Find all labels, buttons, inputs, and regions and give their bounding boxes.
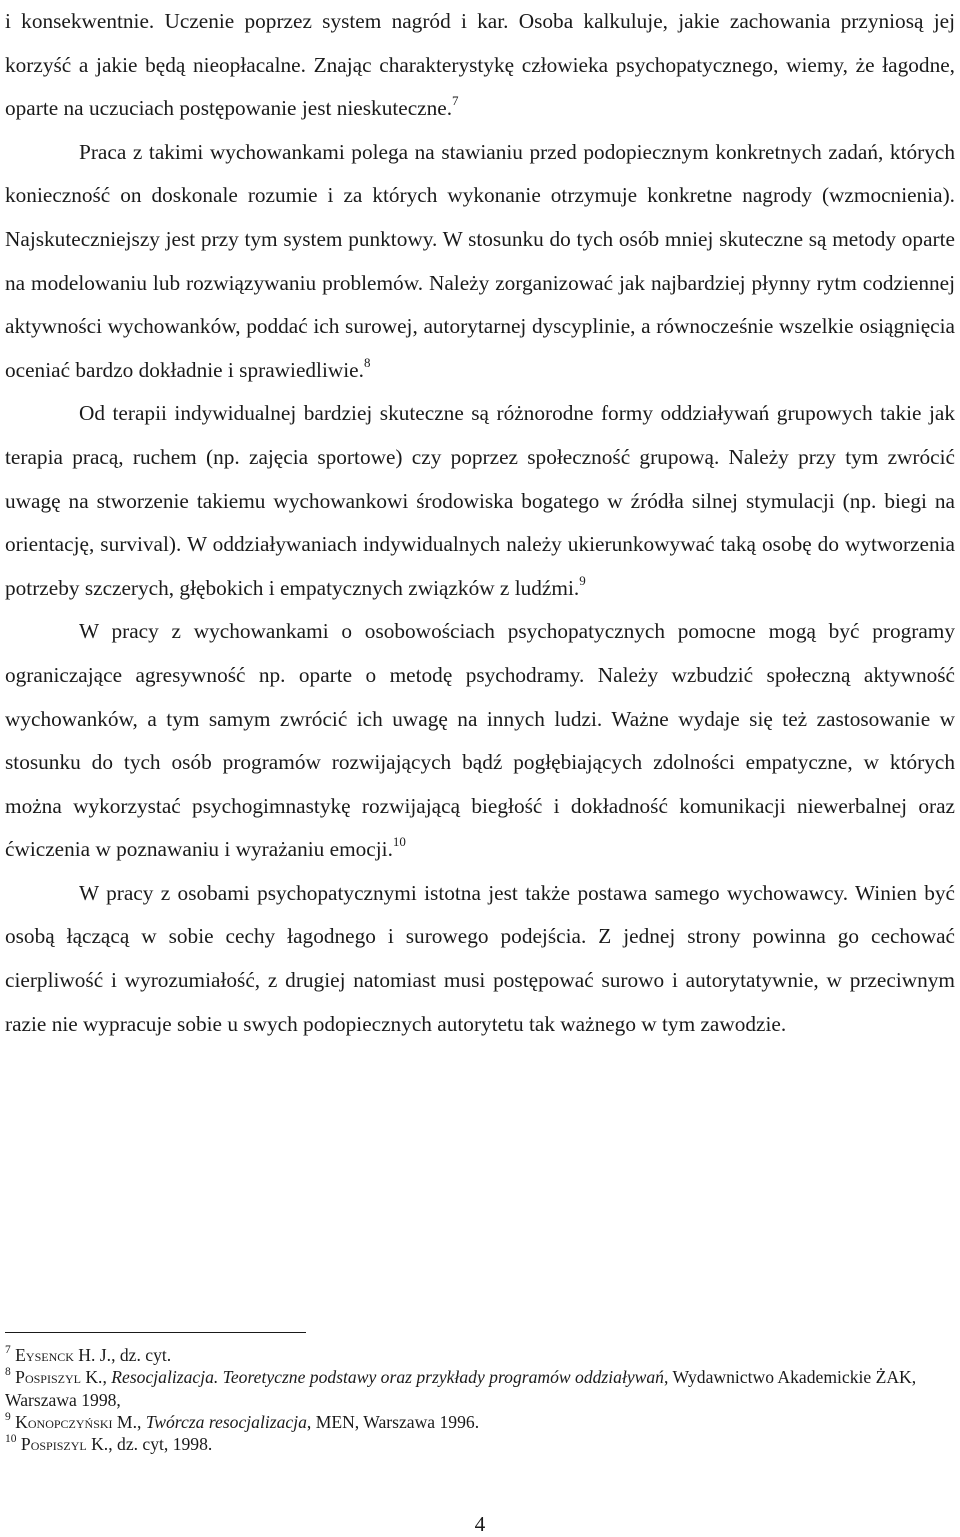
footnotes (5, 1344, 955, 1455)
paragraph-5 (5, 872, 955, 1046)
footnote-text: , dz. cyt. (111, 1345, 172, 1365)
page-number: 4 (474, 1512, 486, 1536)
footnote-8 (5, 1366, 955, 1411)
paragraph-3 (5, 392, 955, 610)
footnote-publisher: , Wydawnictwo Akademickie ŻAK, Warszawa 1998, (5, 1367, 917, 1410)
footnote-text: , (136, 1411, 146, 1432)
footnote-number: 8 (5, 1366, 11, 1379)
footnote-10 (5, 1433, 955, 1455)
footnote-publisher: , MEN, Warszawa 1996. (306, 1411, 480, 1432)
paragraph-1 (5, 0, 955, 131)
paragraph-2 (5, 131, 955, 393)
footnote-ref[interactable]: 7 (452, 93, 459, 109)
paragraph-text: Praca z takimi wychowankami polega na stawianiu przed podopiecznym konkretnych zadań, których konieczność on doskonale rozumie i za których wykonanie otrzymuje konkretne nagrody (wzmocnienia). Najskuteczniejszy jest przy tym system punktowy. W stosunku do tych osób mniej skuteczne są metody oparte na modelowaniu lub rozwiązywaniu problemów. Należy zorganizować jak najbardziej płynny rytm codziennej aktywności wychowanków, poddać ich surowej, autorytarnej dyscyplinie, a równocześnie wszelkie osiągnięcia oceniać bardzo dokładnie i sprawiedliwie. (5, 139, 955, 382)
paragraph-text: W pracy z osobami psychopatycznymi istotna jest także postawa samego wychowawcy. Winien być osobą łączącą w sobie cechy łagodnego i surowego podejścia. Z jednej strony powinna go cechować cierpliwość i wyrozumiałość, z drugiej natomiast musi postępować surowo i autorytatywnie, w przeciwnym razie nie wypracuje sobie u swych podopiecznych autorytetu tak ważnego w tym zawodzie. (5, 880, 955, 1036)
footnote-7 (5, 1344, 955, 1366)
footnote-number: 10 (5, 1433, 17, 1446)
footnote-ref[interactable]: 10 (392, 834, 406, 850)
footnote-ref[interactable]: 9 (579, 572, 586, 588)
footnote-author: Eysenck H. J. (15, 1345, 112, 1365)
footnote-author: Pospiszyl K. (20, 1434, 109, 1455)
footnote-text: , (102, 1367, 112, 1388)
footnote-title: Resocjalizacja. Teoretyczne podstawy oraz przykłady programów oddziaływań (111, 1367, 664, 1388)
paragraph-4 (5, 610, 955, 872)
footnote-9 (5, 1411, 955, 1433)
paragraph-text: Od terapii indywidualnej bardziej skuteczne są różnorodne formy oddziaływań grupowych takie jak terapia pracą, ruchem (np. zajęcia sportowe) czy poprzez społeczność grupową. Należy przy tym zwrócić uwagę na stworzenie takiemu wychowankowi środowiska bogatego w źródła silnej stymulacji (np. biegi na orientację, survival). W oddziaływaniach indywidualnych należy ukierunkowywać taką osobę do wytworzenia potrzeby szczerych, głębokich i empatycznych związków z ludźmi. (5, 401, 955, 600)
footnote-author: Pospiszyl K. (15, 1367, 103, 1388)
paragraph-text: i konsekwentnie. Uczenie poprzez system nagród i kar. Osoba kalkuluje, jakie zachowania przyniosą jej korzyść a jakie będą nieopłacalne. Znając charakterystykę człowieka psychopatycznego, wiemy, że łagodne, oparte na uczuciach postępowanie jest nieskuteczne. (5, 9, 955, 121)
footnote-ref[interactable]: 8 (363, 354, 371, 370)
document-page (5, 0, 955, 1046)
footnote-number: 9 (5, 1411, 11, 1424)
footnote-title: Twórcza resocjalizacja (145, 1411, 307, 1432)
footnote-author: Konopczyński M. (15, 1411, 137, 1432)
footnote-number: 7 (5, 1344, 11, 1357)
footnote-text: , dz. cyt, 1998. (108, 1434, 213, 1455)
footnote-divider (5, 1332, 306, 1333)
body-text (5, 0, 955, 1046)
paragraph-text: W pracy z wychowankami o osobowościach psychopatycznych pomocne mogą być programy ograniczające agresywność np. oparte o metodę psychodramy. Należy wzbudzić społeczną aktywność wychowanków, a tym samym zwrócić ich uwagę na innych ludzi. Ważne wydaje się też zastosowanie w stosunku do tych osób programów rozwijających bądź pogłębiających zdolności empatyczne, w których można wykorzystać psychogimnastykę rozwijającą biegłość i dokładność komunikacji niewerbalnej oraz ćwiczenia w poznawaniu i wyrażaniu emocji. (5, 619, 955, 862)
